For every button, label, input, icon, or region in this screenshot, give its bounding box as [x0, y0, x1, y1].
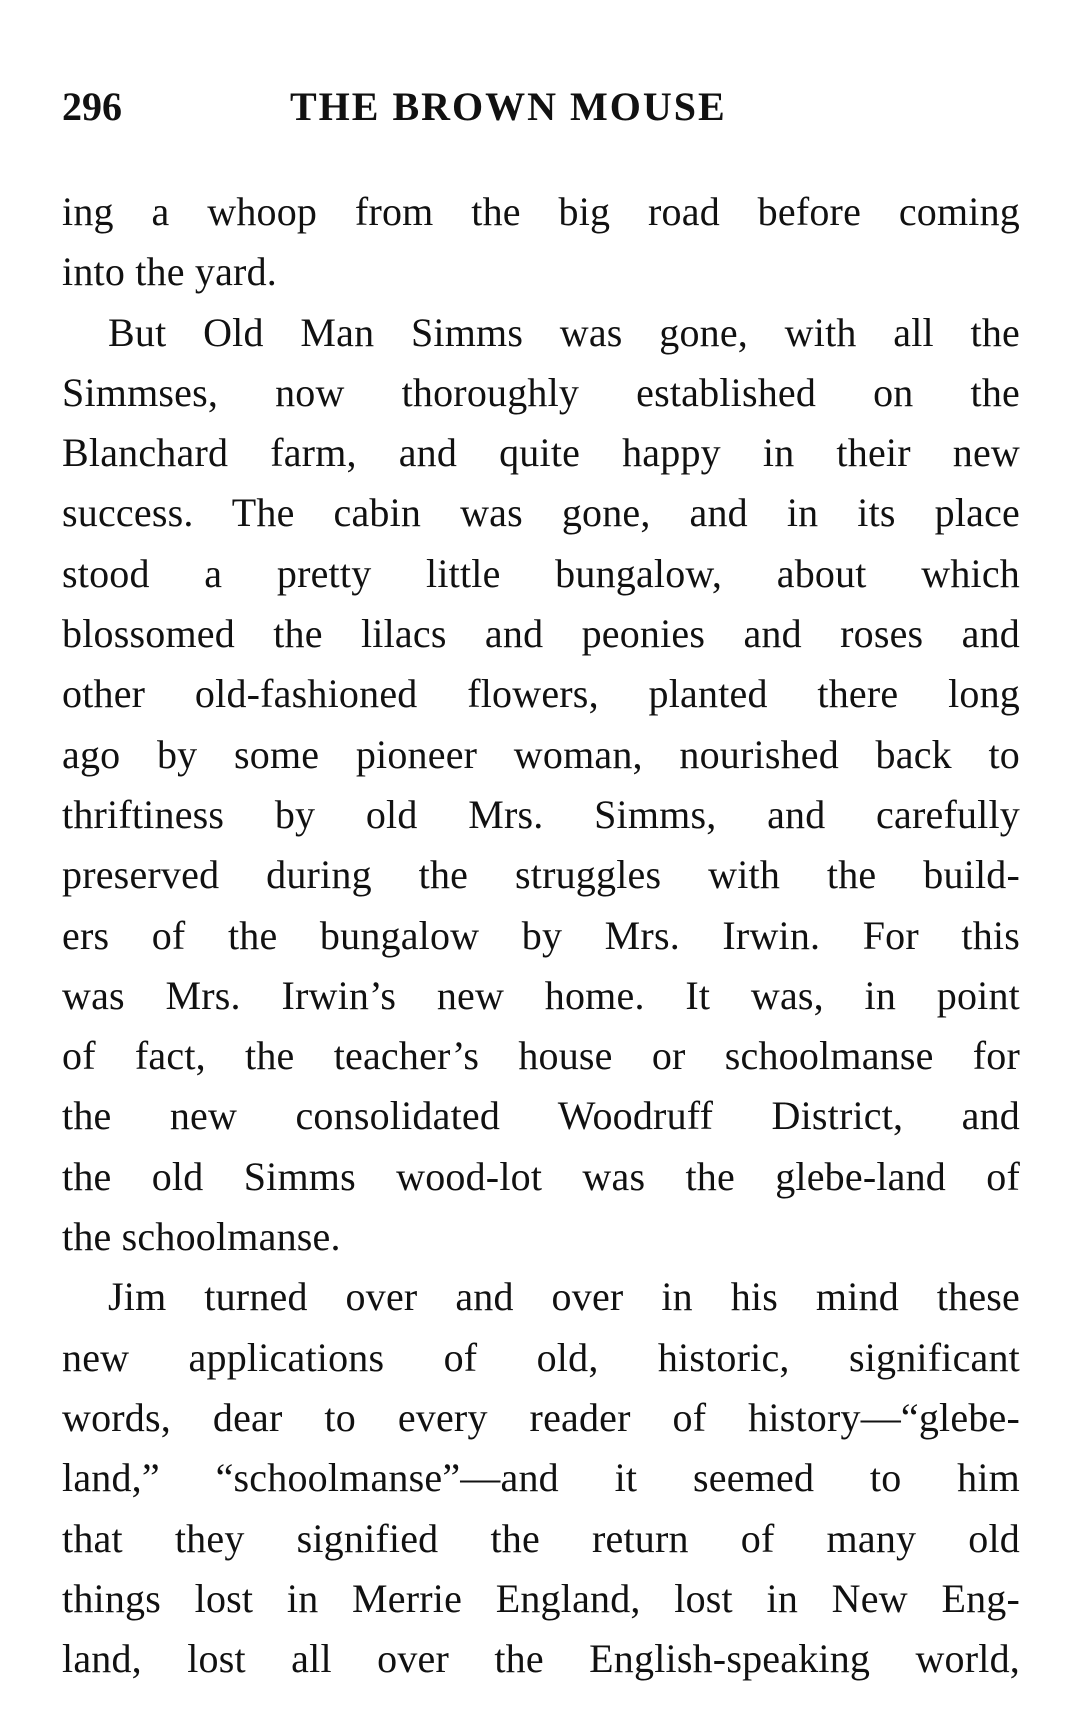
- body-text: [62, 182, 1020, 1689]
- text-line: Blanchard farm, and quite happy in their new: [62, 430, 1020, 476]
- text-line: land,” “schoolmanse”—and it seemed to him: [62, 1455, 1020, 1501]
- text-line: success. The cabin was gone, and in its place: [62, 490, 1020, 536]
- text-line: thriftiness by old Mrs. Simms, and carefully: [62, 791, 1020, 837]
- text-line: Simmses, now thoroughly established on the: [62, 369, 1020, 415]
- text-line: blossomed the lilacs and peonies and roses and: [62, 611, 1020, 657]
- book-title: THE BROWN MOUSE: [290, 84, 727, 129]
- text-line: land, lost all over the English-speaking world,: [62, 1636, 1020, 1682]
- text-line: stood a pretty little bungalow, about which: [62, 550, 1020, 596]
- text-line: preserved during the struggles with the build-: [62, 852, 1020, 898]
- text-line: the old Simms wood-lot was the glebe-land of: [62, 1153, 1020, 1199]
- text-line: ing a whoop from the big road before coming: [62, 189, 1020, 234]
- running-head: [62, 82, 1022, 132]
- text-line: ago by some pioneer woman, nourished back to: [62, 731, 1020, 777]
- text-line: words, dear to every reader of history—“glebe-: [62, 1394, 1020, 1440]
- text-line: the schoolmanse.: [62, 1214, 341, 1260]
- text-line: things lost in Merrie England, lost in New Eng-: [62, 1575, 1020, 1621]
- text-line: of fact, the teacher’s house or schoolmanse for: [62, 1033, 1020, 1079]
- text-line: the new consolidated Woodruff District, and: [62, 1093, 1020, 1139]
- text-line: ers of the bungalow by Mrs. Irwin. For this: [62, 912, 1020, 958]
- text-line: that they signified the return of many old: [62, 1515, 1020, 1561]
- text-line: But Old Man Simms was gone, with all the: [108, 309, 1020, 355]
- text-line: into the yard.: [62, 249, 277, 295]
- text-line: was Mrs. Irwin’s new home. It was, in point: [62, 972, 1020, 1018]
- page-number: 296: [62, 84, 122, 129]
- text-line: other old-fashioned flowers, planted there long: [62, 671, 1020, 717]
- text-line: new applications of old, historic, significant: [62, 1334, 1020, 1380]
- text-line: Jim turned over and over in his mind these: [108, 1274, 1020, 1320]
